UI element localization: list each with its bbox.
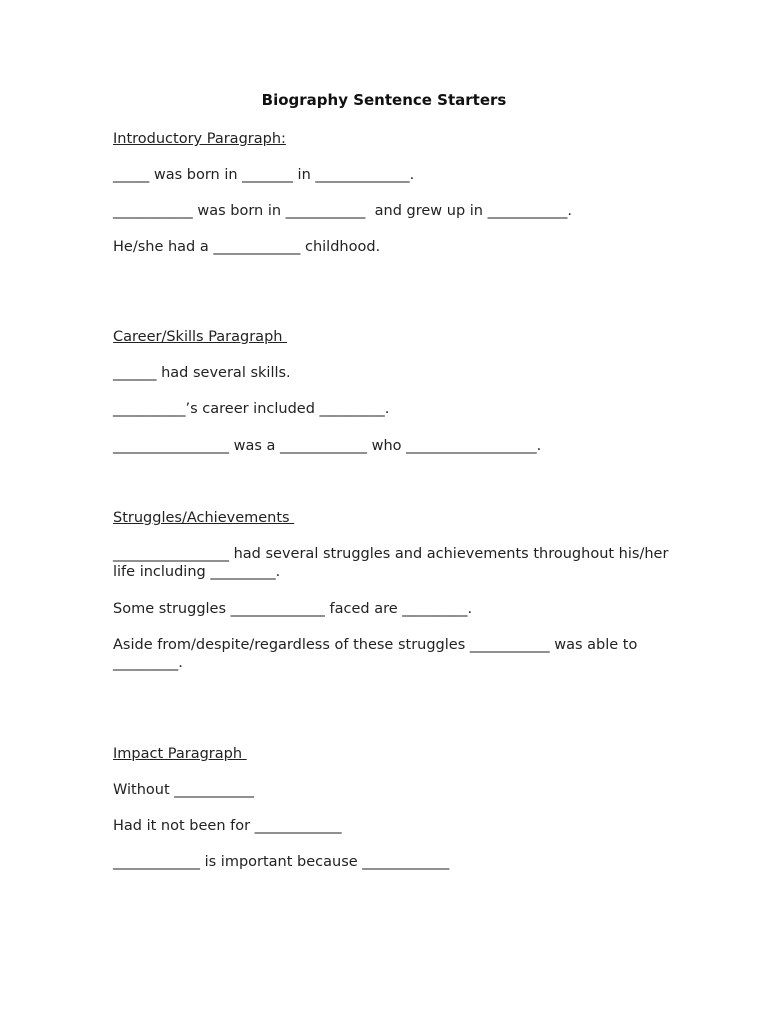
sentence-starter: ____________ is important because ____________ bbox=[113, 854, 450, 870]
section-heading-career-skills: Career/Skills Paragraph bbox=[113, 329, 288, 345]
sentence-starter: Aside from/despite/regardless of these struggles ___________ was able to _________. bbox=[113, 637, 642, 671]
sentence-starter: ________________ was a ____________ who __________________. bbox=[113, 438, 542, 454]
sentence-starter: He/she had a ____________ childhood. bbox=[113, 239, 381, 255]
sentence-starter: ___________ was born in ___________ and grew up in ___________. bbox=[113, 203, 572, 219]
sentence-starter: _____ was born in _______ in _____________. bbox=[113, 167, 415, 183]
section-heading-introductory: Introductory Paragraph: bbox=[113, 131, 286, 147]
sentence-starter: __________’s career included _________. bbox=[113, 401, 390, 417]
section-heading-impact: Impact Paragraph bbox=[113, 746, 247, 762]
sentence-starter: ________________ had several struggles and achievements throughout his/her life including _________. bbox=[113, 546, 674, 580]
sentence-starter: Some struggles _____________ faced are _________. bbox=[113, 601, 473, 617]
sentence-starter: Without ___________ bbox=[113, 782, 255, 798]
section-heading-struggles-achievements: Struggles/Achievements bbox=[113, 510, 295, 526]
sentence-starter: ______ had several skills. bbox=[113, 365, 291, 381]
sentence-starter: Had it not been for ____________ bbox=[113, 818, 342, 834]
page-title: Biography Sentence Starters bbox=[261, 91, 507, 109]
